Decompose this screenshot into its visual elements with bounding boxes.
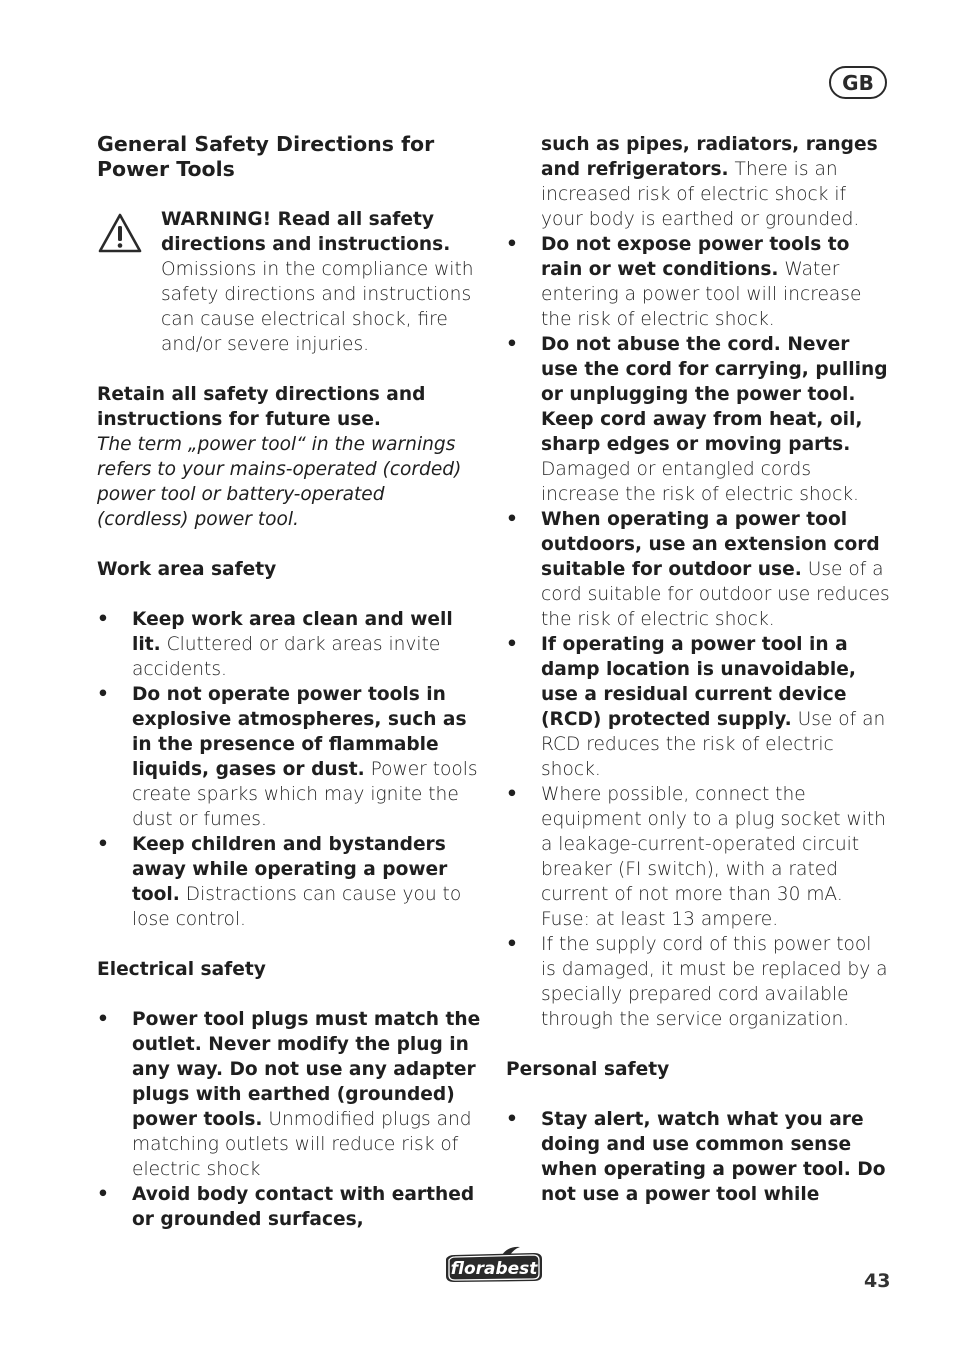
- list-item: • Stay alert, watch what you are doing and use common sense when operating a power tool. Do not use a power tool while: [506, 1107, 890, 1207]
- personal-heading: Personal safety: [506, 1059, 670, 1080]
- list-item: • Power tool plugs must match the outlet. Never modify the plug in any way. Do not use any adapter plugs with earthed (grounded) power tools. Unmodified plugs and matching outlets will reduce risk of electric shock: [97, 1007, 481, 1182]
- list-item-continuation: such as pipes, radiators, ranges and refrigerators. There is an increased risk of electric shock if your body is earthed or grounded.: [541, 134, 878, 230]
- list-item: • Keep children and bystanders away while operating a power tool. Distractions can cause you to lose control.: [97, 832, 481, 932]
- list-item: • If the supply cord of this power tool is damaged, it must be replaced by a specially prepared cord available through the service organization.: [506, 932, 890, 1032]
- warning-triangle-icon: [97, 207, 161, 357]
- list-item: • Do not operate power tools in explosive atmospheres, such as in the presence of flammable liquids, gases or dust. Power tools create sparks which may ignite the dust or fumes.: [97, 682, 481, 832]
- section-title: General Safety Directions for Power Tools: [97, 132, 435, 181]
- retain-block: [97, 382, 481, 532]
- left-column: [97, 132, 481, 1232]
- list-item: • Do not expose power tools to rain or wet conditions. Water entering a power tool will increase the risk of electric shock.: [506, 232, 890, 332]
- svg-text:florabest: florabest: [450, 1259, 538, 1279]
- language-badge: GB: [829, 66, 887, 99]
- personal-list: [506, 1107, 890, 1207]
- list-item: • Avoid body contact with earthed or grounded surfaces,: [97, 1182, 481, 1232]
- electrical-heading: Electrical safety: [97, 959, 266, 980]
- retain-italic: The term „power tool“ in the warnings refers to your mains-operated (corded) power tool or battery-operated (cordless) power tool.: [97, 434, 462, 530]
- warning-bold: WARNING! Read all safety directions and instructions.: [161, 209, 451, 255]
- work-area-list: [97, 607, 481, 932]
- electrical-list: [97, 1007, 481, 1232]
- retain-bold: Retain all safety directions and instructions for future use.: [97, 384, 426, 430]
- list-item: • Keep work area clean and well lit. Cluttered or dark areas invite accidents.: [97, 607, 481, 682]
- work-area-heading: Work area safety: [97, 559, 277, 580]
- list-item: • Do not abuse the cord. Never use the cord for carrying, pulling or unplugging the power tool. Keep cord away from heat, oil, sharp edges or moving parts. Damaged or entangled cords increase the risk of electric shock.: [506, 332, 890, 507]
- warning-block: [97, 207, 481, 357]
- list-item: • Where possible, connect the equipment only to a plug socket with a leakage-current-operated circuit breaker (FI switch), with a rated current of not more than 30 mA. Fuse: at least 13 ampere.: [506, 782, 890, 932]
- page-number: 43: [864, 1270, 891, 1292]
- warning-text: Omissions in the compliance with safety directions and instructions can cause electrical shock, fire and/or severe injuries.: [161, 259, 474, 355]
- electrical-list-continued: [506, 132, 890, 1032]
- right-column: [506, 132, 890, 1207]
- list-item: • If operating a power tool in a damp location is unavoidable, use a residual current device (RCD) protected supply. Use of an RCD reduces the risk of electric shock.: [506, 632, 890, 782]
- florabest-logo: [442, 1245, 546, 1285]
- list-item: • When operating a power tool outdoors, use an extension cord suitable for outdoor use. Use of a cord suitable for outdoor use reduces the risk of electric shock.: [506, 507, 890, 632]
